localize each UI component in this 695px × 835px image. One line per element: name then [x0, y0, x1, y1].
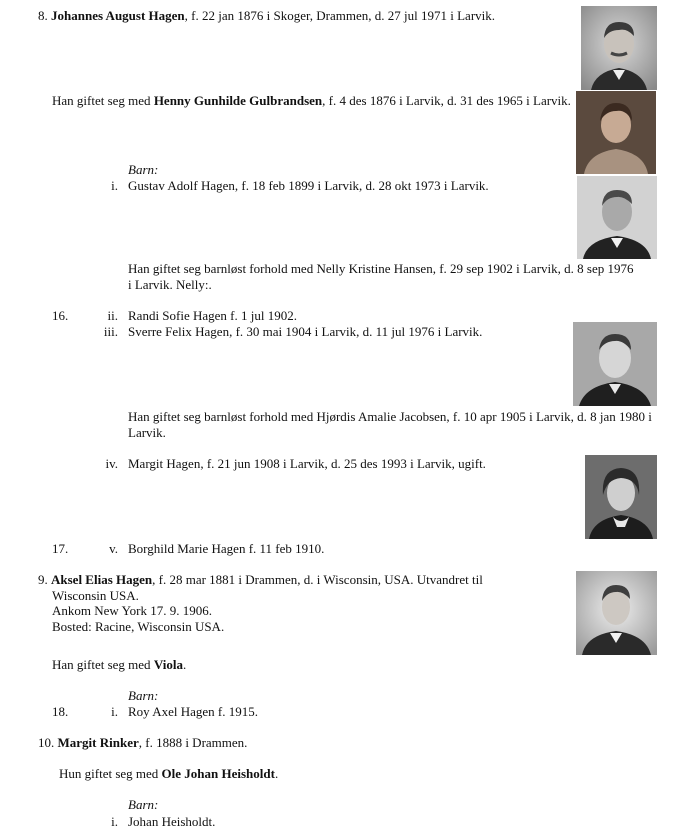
barn-label: Barn: [128, 797, 159, 812]
person-name: Aksel Elias Hagen [51, 572, 153, 587]
child-roman: i. [111, 704, 118, 719]
person-details: , f. 22 jan 1876 i Skoger, Drammen, d. 27 jul 1971 i Larvik. [184, 8, 496, 23]
barn-label: Barn: [128, 162, 159, 177]
portrait-photo [576, 571, 657, 655]
person-details: , f. 1888 i Drammen. [138, 735, 248, 750]
child-roman: ii. [107, 308, 118, 323]
child-ref: 16. [52, 308, 69, 323]
marriage-prefix: Han giftet seg med [52, 93, 154, 108]
person-details-line2: Wisconsin USA. [52, 588, 139, 603]
child-roman: iii. [103, 324, 118, 339]
child-roman: v. [109, 541, 118, 556]
portrait-photo [576, 91, 656, 174]
child-text: Gustav Adolf Hagen, f. 18 feb 1899 i Larvik, d. 28 okt 1973 i Larvik. [128, 178, 489, 193]
spouse-name: Ole Johan Heisholdt [161, 766, 275, 781]
marriage-prefix: Han giftet seg med [52, 657, 154, 672]
child-ref: 17. [52, 541, 69, 556]
extra-line: Bosted: Racine, Wisconsin USA. [52, 619, 225, 634]
extra-line: Ankom New York 17. 9. 1906. [52, 603, 212, 618]
child-text: Borghild Marie Hagen f. 11 feb 1910. [128, 541, 325, 556]
entry-number: 9. [38, 572, 48, 587]
entry-number: 8. [38, 8, 48, 23]
entry-number: 10. [38, 735, 55, 750]
person-name: Johannes August Hagen [51, 8, 185, 23]
child-text: Margit Hagen, f. 21 jun 1908 i Larvik, d. 25 des 1993 i Larvik, ugift. [128, 456, 486, 471]
spouse-name: Henny Gunhilde Gulbrandsen [153, 93, 323, 108]
child-ref: 18. [52, 704, 69, 719]
portrait-photo [577, 176, 657, 259]
entry-10-marriage [59, 766, 278, 782]
person-details: , f. 28 mar 1881 i Drammen, d. i Wisconsin, USA. Utvandret til [152, 572, 483, 587]
child-note: Han giftet seg barnløst forhold med Nelly Kristine Hansen, f. 29 sep 1902 i Larvik, d. 8 sep 1976 i Larvik. Nelly:. [128, 261, 634, 292]
child-text: Johan Heisholdt. [128, 814, 216, 829]
entry-8-header [38, 8, 495, 24]
entry-10-header [38, 735, 247, 751]
spouse-details: . [274, 766, 279, 781]
child-text: Randi Sofie Hagen f. 1 jul 1902. [128, 308, 297, 323]
entry-9-header [38, 572, 483, 588]
spouse-details: . [182, 657, 187, 672]
portrait-photo [573, 322, 657, 406]
child-roman: i. [111, 178, 118, 193]
entry-8-marriage [52, 93, 571, 109]
child-text: Sverre Felix Hagen, f. 30 mai 1904 i Larvik, d. 11 jul 1976 i Larvik. [128, 324, 483, 339]
barn-label: Barn: [128, 688, 159, 703]
spouse-name: Viola [153, 657, 183, 672]
person-name: Margit Rinker [57, 735, 139, 750]
child-roman: i. [111, 814, 118, 829]
marriage-prefix: Hun giftet seg med [59, 766, 162, 781]
child-note: Han giftet seg barnløst forhold med Hjørdis Amalie Jacobsen, f. 10 apr 1905 i Larvik, d. 8 jan 1980 i Larvik. [128, 409, 652, 440]
spouse-details: , f. 4 des 1876 i Larvik, d. 31 des 1965 i Larvik. [322, 93, 571, 108]
child-text: Roy Axel Hagen f. 1915. [128, 704, 258, 719]
portrait-photo [581, 6, 657, 90]
portrait-photo [585, 455, 657, 539]
entry-9-marriage [52, 657, 186, 673]
child-roman: iv. [105, 456, 118, 471]
